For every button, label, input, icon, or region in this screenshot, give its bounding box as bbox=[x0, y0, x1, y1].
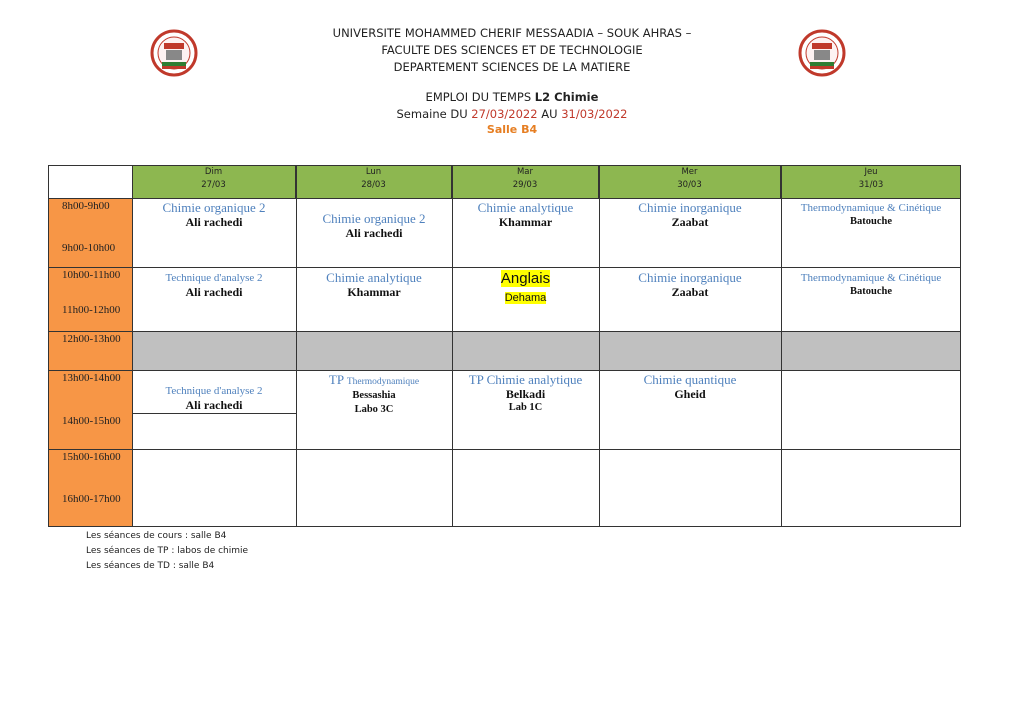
day-header-lun: Lun 28/03 bbox=[296, 165, 452, 198]
course-name: TP Chimie analytique bbox=[468, 372, 583, 387]
time-slot: 16h00-17h00 bbox=[48, 491, 132, 527]
professor-name: Zaabat bbox=[671, 215, 709, 229]
time-slot: 9h00-10h00 bbox=[48, 240, 132, 267]
timetable bbox=[48, 165, 961, 527]
professor-name: Belkadi bbox=[505, 387, 546, 401]
lunch-break-row bbox=[132, 331, 961, 370]
course-name: Chimie organique 2 bbox=[322, 211, 426, 226]
grid-line bbox=[48, 165, 961, 166]
course-name: Chimie quantique bbox=[643, 372, 737, 387]
course-name: TP Thermodynamique bbox=[328, 372, 420, 387]
note-td: Les séances de TD : salle B4 bbox=[86, 561, 215, 571]
schedule-title: EMPLOI DU TEMPS L2 Chimie bbox=[425, 90, 599, 104]
professor-name: Ali rachedi bbox=[185, 398, 243, 412]
grid-line bbox=[48, 198, 961, 199]
week-range: Semaine DU 27/03/2022 AU 31/03/2022 bbox=[396, 107, 628, 121]
grid-line bbox=[48, 526, 961, 527]
lab-room: Lab 1C bbox=[508, 402, 543, 413]
week-end-date: 31/03/2022 bbox=[561, 107, 628, 121]
professor-name: Bessashia bbox=[352, 390, 396, 401]
day-header-mer: Mer 30/03 bbox=[599, 165, 781, 198]
week-start-date: 27/03/2022 bbox=[471, 107, 538, 121]
room-label: Salle B4 bbox=[486, 123, 538, 136]
grid-line bbox=[781, 165, 782, 527]
grid-line bbox=[452, 165, 453, 527]
course-name: Technique d'analyse 2 bbox=[165, 272, 263, 284]
course-name: Thermodynamique & Cinétique bbox=[800, 272, 942, 284]
course-name: Chimie analytique bbox=[326, 270, 422, 285]
lab-room: Labo 3C bbox=[354, 404, 394, 415]
course-name: Thermodynamique & Cinétique bbox=[800, 202, 942, 214]
time-slot: 14h00-15h00 bbox=[48, 413, 132, 449]
day-header-jeu: Jeu 31/03 bbox=[781, 165, 961, 198]
university-name: UNIVERSITE MOHAMMED CHERIF MESSAADIA – SOUK AHRAS – bbox=[332, 26, 692, 40]
time-slot: 10h00-11h00 bbox=[48, 267, 132, 302]
professor-name: Batouche bbox=[850, 216, 892, 227]
department-name: DEPARTEMENT SCIENCES DE LA MATIERE bbox=[393, 60, 631, 74]
session-dim-morning-2 bbox=[132, 271, 296, 299]
session-mar-afternoon-1 bbox=[452, 373, 599, 415]
course-name: Chimie analytique bbox=[477, 200, 574, 215]
session-jeu-morning-1 bbox=[781, 201, 961, 229]
faculty-name: FACULTE DES SCIENCES ET DE TECHNOLOGIE bbox=[381, 43, 643, 57]
class-name: L2 Chimie bbox=[534, 90, 599, 104]
session-mer-morning-2 bbox=[599, 271, 781, 299]
grid-line bbox=[296, 165, 297, 527]
grid-line bbox=[48, 331, 961, 332]
session-mer-morning-1 bbox=[599, 201, 781, 229]
course-name: Chimie inorganique bbox=[638, 200, 742, 215]
time-slot: 12h00-13h00 bbox=[48, 331, 132, 370]
session-lun-morning-2 bbox=[296, 271, 452, 299]
professor-name: Khammar bbox=[347, 285, 401, 299]
grid-line bbox=[48, 449, 961, 450]
day-header-mar: Mar 29/03 bbox=[452, 165, 599, 198]
professor-name: Khammar bbox=[498, 215, 553, 229]
professor-name: Ali rachedi bbox=[185, 285, 243, 299]
professor-name: Gheid bbox=[674, 387, 706, 401]
time-slot: 15h00-16h00 bbox=[48, 449, 132, 491]
time-slot: 8h00-9h00 bbox=[48, 198, 132, 240]
professor-name: Ali rachedi bbox=[185, 215, 243, 229]
session-lun-morning-1 bbox=[296, 212, 452, 240]
grid-line bbox=[132, 165, 133, 527]
course-name: Chimie inorganique bbox=[638, 270, 742, 285]
course-name-highlighted: Anglais bbox=[500, 270, 551, 287]
session-mar-morning-2 bbox=[452, 270, 599, 306]
grid-line bbox=[132, 413, 296, 414]
professor-name: Ali rachedi bbox=[345, 226, 403, 240]
day-header-dim: Dim 27/03 bbox=[132, 165, 296, 198]
time-slot: 11h00-12h00 bbox=[48, 302, 132, 331]
session-dim-morning-1 bbox=[132, 201, 296, 229]
professor-name-highlighted: Dehama bbox=[504, 292, 547, 304]
session-jeu-morning-2 bbox=[781, 271, 961, 299]
course-name: Technique d'analyse 2 bbox=[165, 385, 263, 397]
grid-line bbox=[48, 370, 961, 371]
time-slot: 13h00-14h00 bbox=[48, 370, 132, 413]
note-tp: Les séances de TP : labos de chimie bbox=[86, 546, 249, 556]
grid-line bbox=[599, 165, 600, 527]
session-mar-morning-1 bbox=[452, 201, 599, 229]
professor-name: Zaabat bbox=[671, 285, 709, 299]
grid-line bbox=[48, 267, 961, 268]
grid-line bbox=[960, 165, 961, 527]
professor-name: Batouche bbox=[850, 286, 892, 297]
session-mer-afternoon-1 bbox=[599, 373, 781, 401]
course-name: Chimie organique 2 bbox=[162, 200, 266, 215]
grid-line bbox=[48, 165, 49, 527]
session-lun-afternoon-1 bbox=[296, 373, 452, 417]
session-dim-afternoon-1 bbox=[132, 384, 296, 412]
note-cours: Les séances de cours : salle B4 bbox=[86, 531, 227, 541]
